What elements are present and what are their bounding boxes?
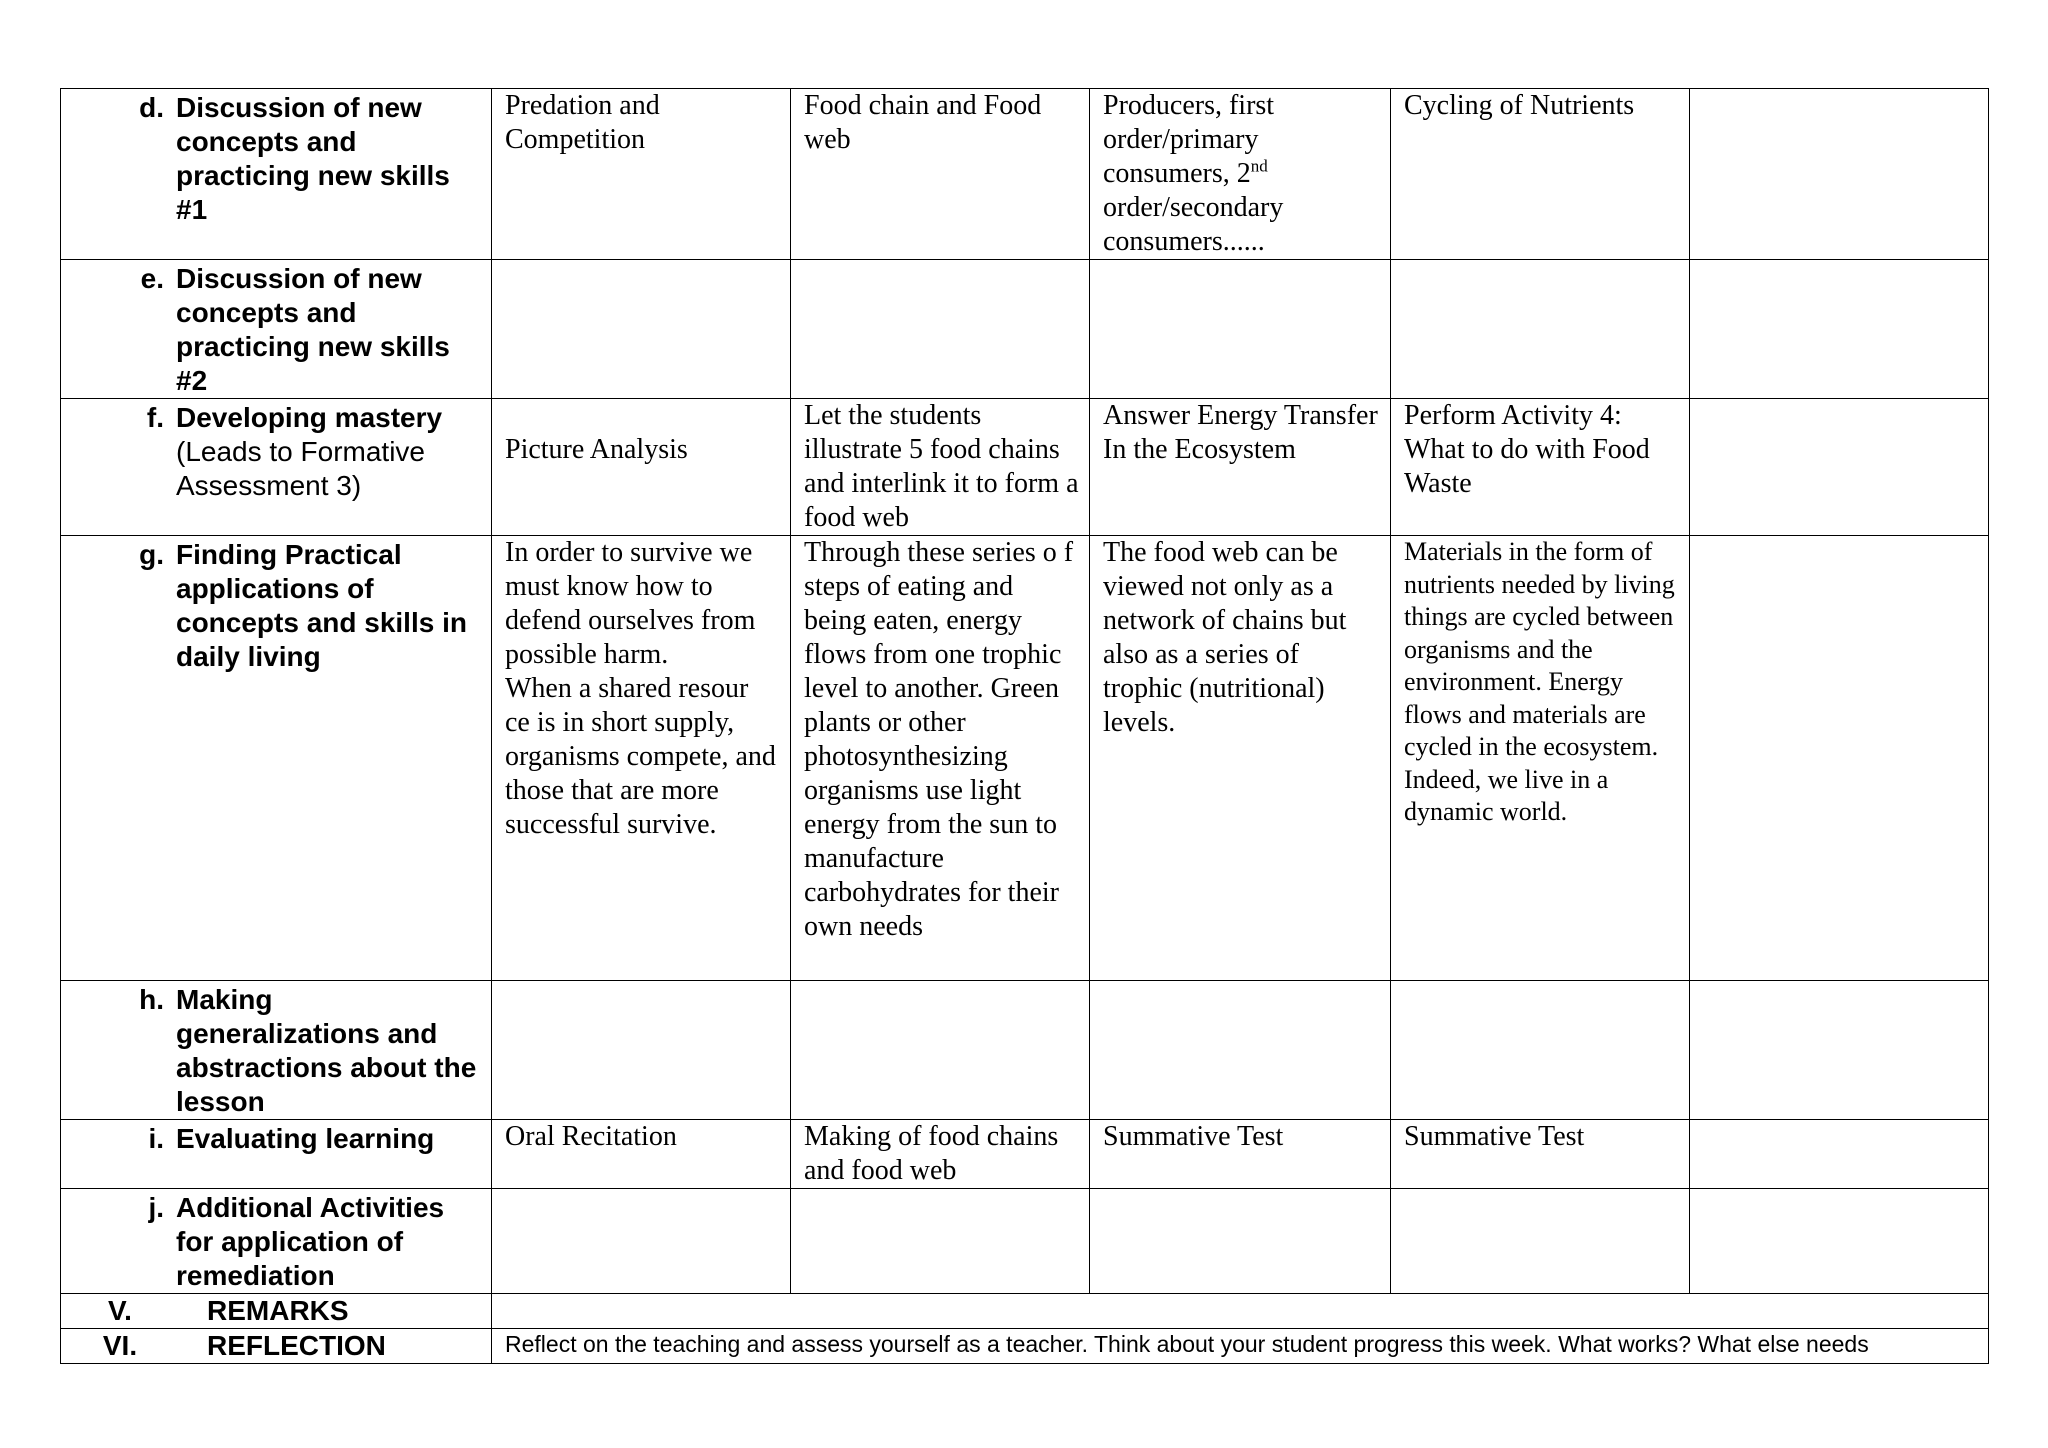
row-label-cell	[61, 1189, 492, 1294]
table-cell	[791, 89, 1090, 260]
section-content-cell	[492, 1329, 1989, 1364]
table-cell	[492, 260, 791, 399]
table-cell	[1690, 89, 1989, 260]
cell-text: Making of food chains and food web	[804, 1121, 1059, 1186]
row-label: Additional Activities for application of remediation	[176, 1192, 445, 1291]
cell-text: Cycling of Nutrients	[1404, 90, 1635, 121]
cell-text: Picture Analysis	[505, 434, 688, 465]
section-numeral: VI.	[102, 1330, 138, 1361]
table-cell	[492, 399, 791, 536]
table-cell	[791, 1189, 1090, 1294]
table-row-d	[61, 89, 1989, 260]
cell-text-part: Producers, first order/primary consumers, 2	[1103, 90, 1275, 189]
row-label: Evaluating learning	[176, 1123, 435, 1154]
section-title: REMARKS	[207, 1295, 349, 1326]
table-row-j	[61, 1189, 1989, 1294]
table-cell	[1391, 981, 1690, 1120]
row-letter: d.	[139, 92, 164, 123]
table-cell	[791, 536, 1090, 981]
row-letter: f.	[146, 402, 164, 433]
table-cell	[1391, 1189, 1690, 1294]
row-label-cell	[61, 399, 492, 536]
table-cell	[1690, 260, 1989, 399]
row-letter: h.	[139, 984, 164, 1015]
table-cell	[1391, 536, 1690, 981]
table-cell	[1090, 1189, 1391, 1294]
row-label: Developing mastery	[176, 402, 443, 433]
row-letter: i.	[148, 1123, 164, 1154]
table-row-g	[61, 536, 1989, 981]
cell-text	[492, 536, 790, 842]
table-row-i	[61, 1120, 1989, 1189]
row-label: Making generalizations and abstractions about the lesson	[176, 984, 477, 1117]
row-letter: g.	[139, 539, 164, 570]
table-cell	[1090, 536, 1391, 981]
row-label-cell	[61, 89, 492, 260]
cell-text: Perform Activity 4: What to do with Food Waste	[1404, 400, 1650, 499]
table-cell	[1391, 1120, 1690, 1189]
table-cell	[1690, 1120, 1989, 1189]
section-row-remarks	[61, 1294, 1989, 1329]
table-row-h	[61, 981, 1989, 1120]
cell-text: Summative Test	[1404, 1121, 1585, 1152]
table-cell	[1090, 1120, 1391, 1189]
table-cell	[1690, 981, 1989, 1120]
table-row-f	[61, 399, 1989, 536]
section-content-cell	[492, 1294, 1989, 1329]
table-cell	[1090, 89, 1391, 260]
table-cell	[1690, 1189, 1989, 1294]
row-label-cell	[61, 536, 492, 981]
table-cell	[791, 399, 1090, 536]
cell-text: Answer Energy Transfer In the Ecosystem	[1103, 400, 1378, 465]
superscript: nd	[1250, 156, 1268, 176]
cell-text: Through these series o f steps of eating and being eaten, energy flows from one trophic level to another. Green plants or other photosynthesizing organisms use light energy from the sun to manufacture carbohydrates for their own needs	[804, 537, 1074, 942]
row-label: Finding Practical applications of concepts and skills in daily living	[176, 539, 467, 672]
section-title: REFLECTION	[207, 1330, 386, 1361]
cell-text	[1090, 89, 1390, 259]
table-cell	[492, 1189, 791, 1294]
cell-text-part: order/secondary consumers......	[1103, 192, 1284, 257]
table-cell	[1090, 399, 1391, 536]
table-cell	[1391, 260, 1690, 399]
paragraph: In order to survive we must know how to defend ourselves from possible harm.	[505, 537, 756, 670]
section-label-cell	[61, 1294, 492, 1329]
cell-text: The food web can be viewed not only as a network of chains but also as a series of trophic (nutritional) levels.	[1103, 537, 1347, 738]
row-label-cell	[61, 981, 492, 1120]
table-cell	[492, 1120, 791, 1189]
table-row-e	[61, 260, 1989, 399]
lesson-plan-table	[60, 88, 1989, 1364]
section-numeral: V.	[108, 1295, 132, 1326]
section-row-reflection	[61, 1329, 1989, 1364]
cell-text: Let the students illustrate 5 food chains and interlink it to form a food web	[804, 400, 1079, 533]
table-cell	[1391, 399, 1690, 536]
section-label-cell	[61, 1329, 492, 1364]
table-cell	[1690, 399, 1989, 536]
row-label: Discussion of new concepts and practicing new skills #2	[176, 263, 450, 396]
cell-text: Predation and Competition	[505, 90, 660, 155]
table-cell	[1090, 981, 1391, 1120]
table-cell	[492, 981, 791, 1120]
table-cell	[791, 260, 1090, 399]
table-cell	[1391, 89, 1690, 260]
row-label-sub: (Leads to Formative Assessment 3)	[176, 436, 425, 501]
table-cell	[1690, 536, 1989, 981]
paragraph: When a shared resour ce is in short supply, organisms compete, and those that are more successful survive.	[505, 673, 776, 840]
cell-text: Oral Recitation	[505, 1121, 677, 1152]
cell-text: Summative Test	[1103, 1121, 1284, 1152]
cell-text: Materials in the form of nutrients needed by living things are cycled between organisms and the environment. Energy flows and materials are cycled in the ecosystem. Indeed, we live in a dynamic world.	[1404, 537, 1675, 826]
table-cell	[791, 1120, 1090, 1189]
table-cell	[1090, 260, 1391, 399]
row-label: Discussion of new concepts and practicing new skills #1	[176, 92, 450, 225]
table-cell	[492, 89, 791, 260]
table-cell	[492, 536, 791, 981]
section-content: Reflect on the teaching and assess yourself as a teacher. Think about your student progress this week. What works? What else needs	[505, 1331, 1869, 1357]
row-label-cell	[61, 1120, 492, 1189]
cell-text: Food chain and Food web	[804, 90, 1042, 155]
row-label-cell	[61, 260, 492, 399]
row-letter: j.	[148, 1192, 164, 1223]
row-letter: e.	[140, 263, 164, 294]
table-cell	[791, 981, 1090, 1120]
